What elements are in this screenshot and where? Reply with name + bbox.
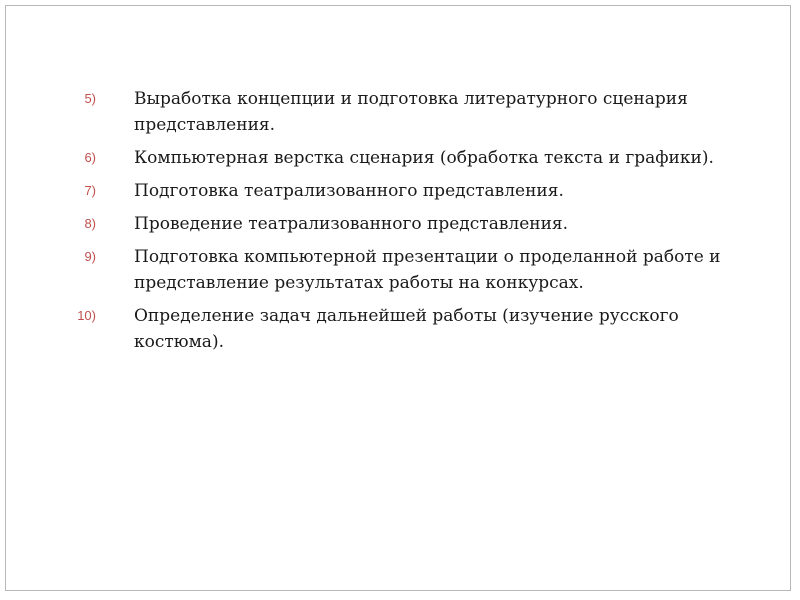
list-item (6, 211, 792, 237)
list-item (6, 303, 792, 355)
list-item (6, 86, 792, 138)
list-item-text: Проведение театрализованного представления. (134, 214, 569, 234)
list-item (6, 145, 792, 171)
list-item-number: 5) (84, 91, 96, 106)
list-item-number: 10) (77, 308, 96, 323)
list-item (6, 244, 792, 296)
list-item-number: 9) (84, 249, 96, 264)
numbered-list (6, 86, 792, 362)
list-item (6, 178, 792, 204)
list-item-text: Подготовка компьютерной презентации о проделанной работе и представление результатах работы на конкурсах. (134, 247, 721, 293)
slide (5, 5, 791, 591)
list-item-text: Подготовка театрализованного представления. (134, 181, 564, 201)
list-item-text: Выработка концепции и подготовка литературного сценария представления. (134, 89, 688, 135)
list-item-number: 8) (84, 216, 96, 231)
list-item-text: Компьютерная верстка сценария (обработка текста и графики). (134, 148, 714, 168)
list-item-number: 6) (84, 150, 96, 165)
list-item-text: Определение задач дальнейшей работы (изучение русского костюма). (134, 306, 679, 352)
list-item-number: 7) (84, 183, 96, 198)
